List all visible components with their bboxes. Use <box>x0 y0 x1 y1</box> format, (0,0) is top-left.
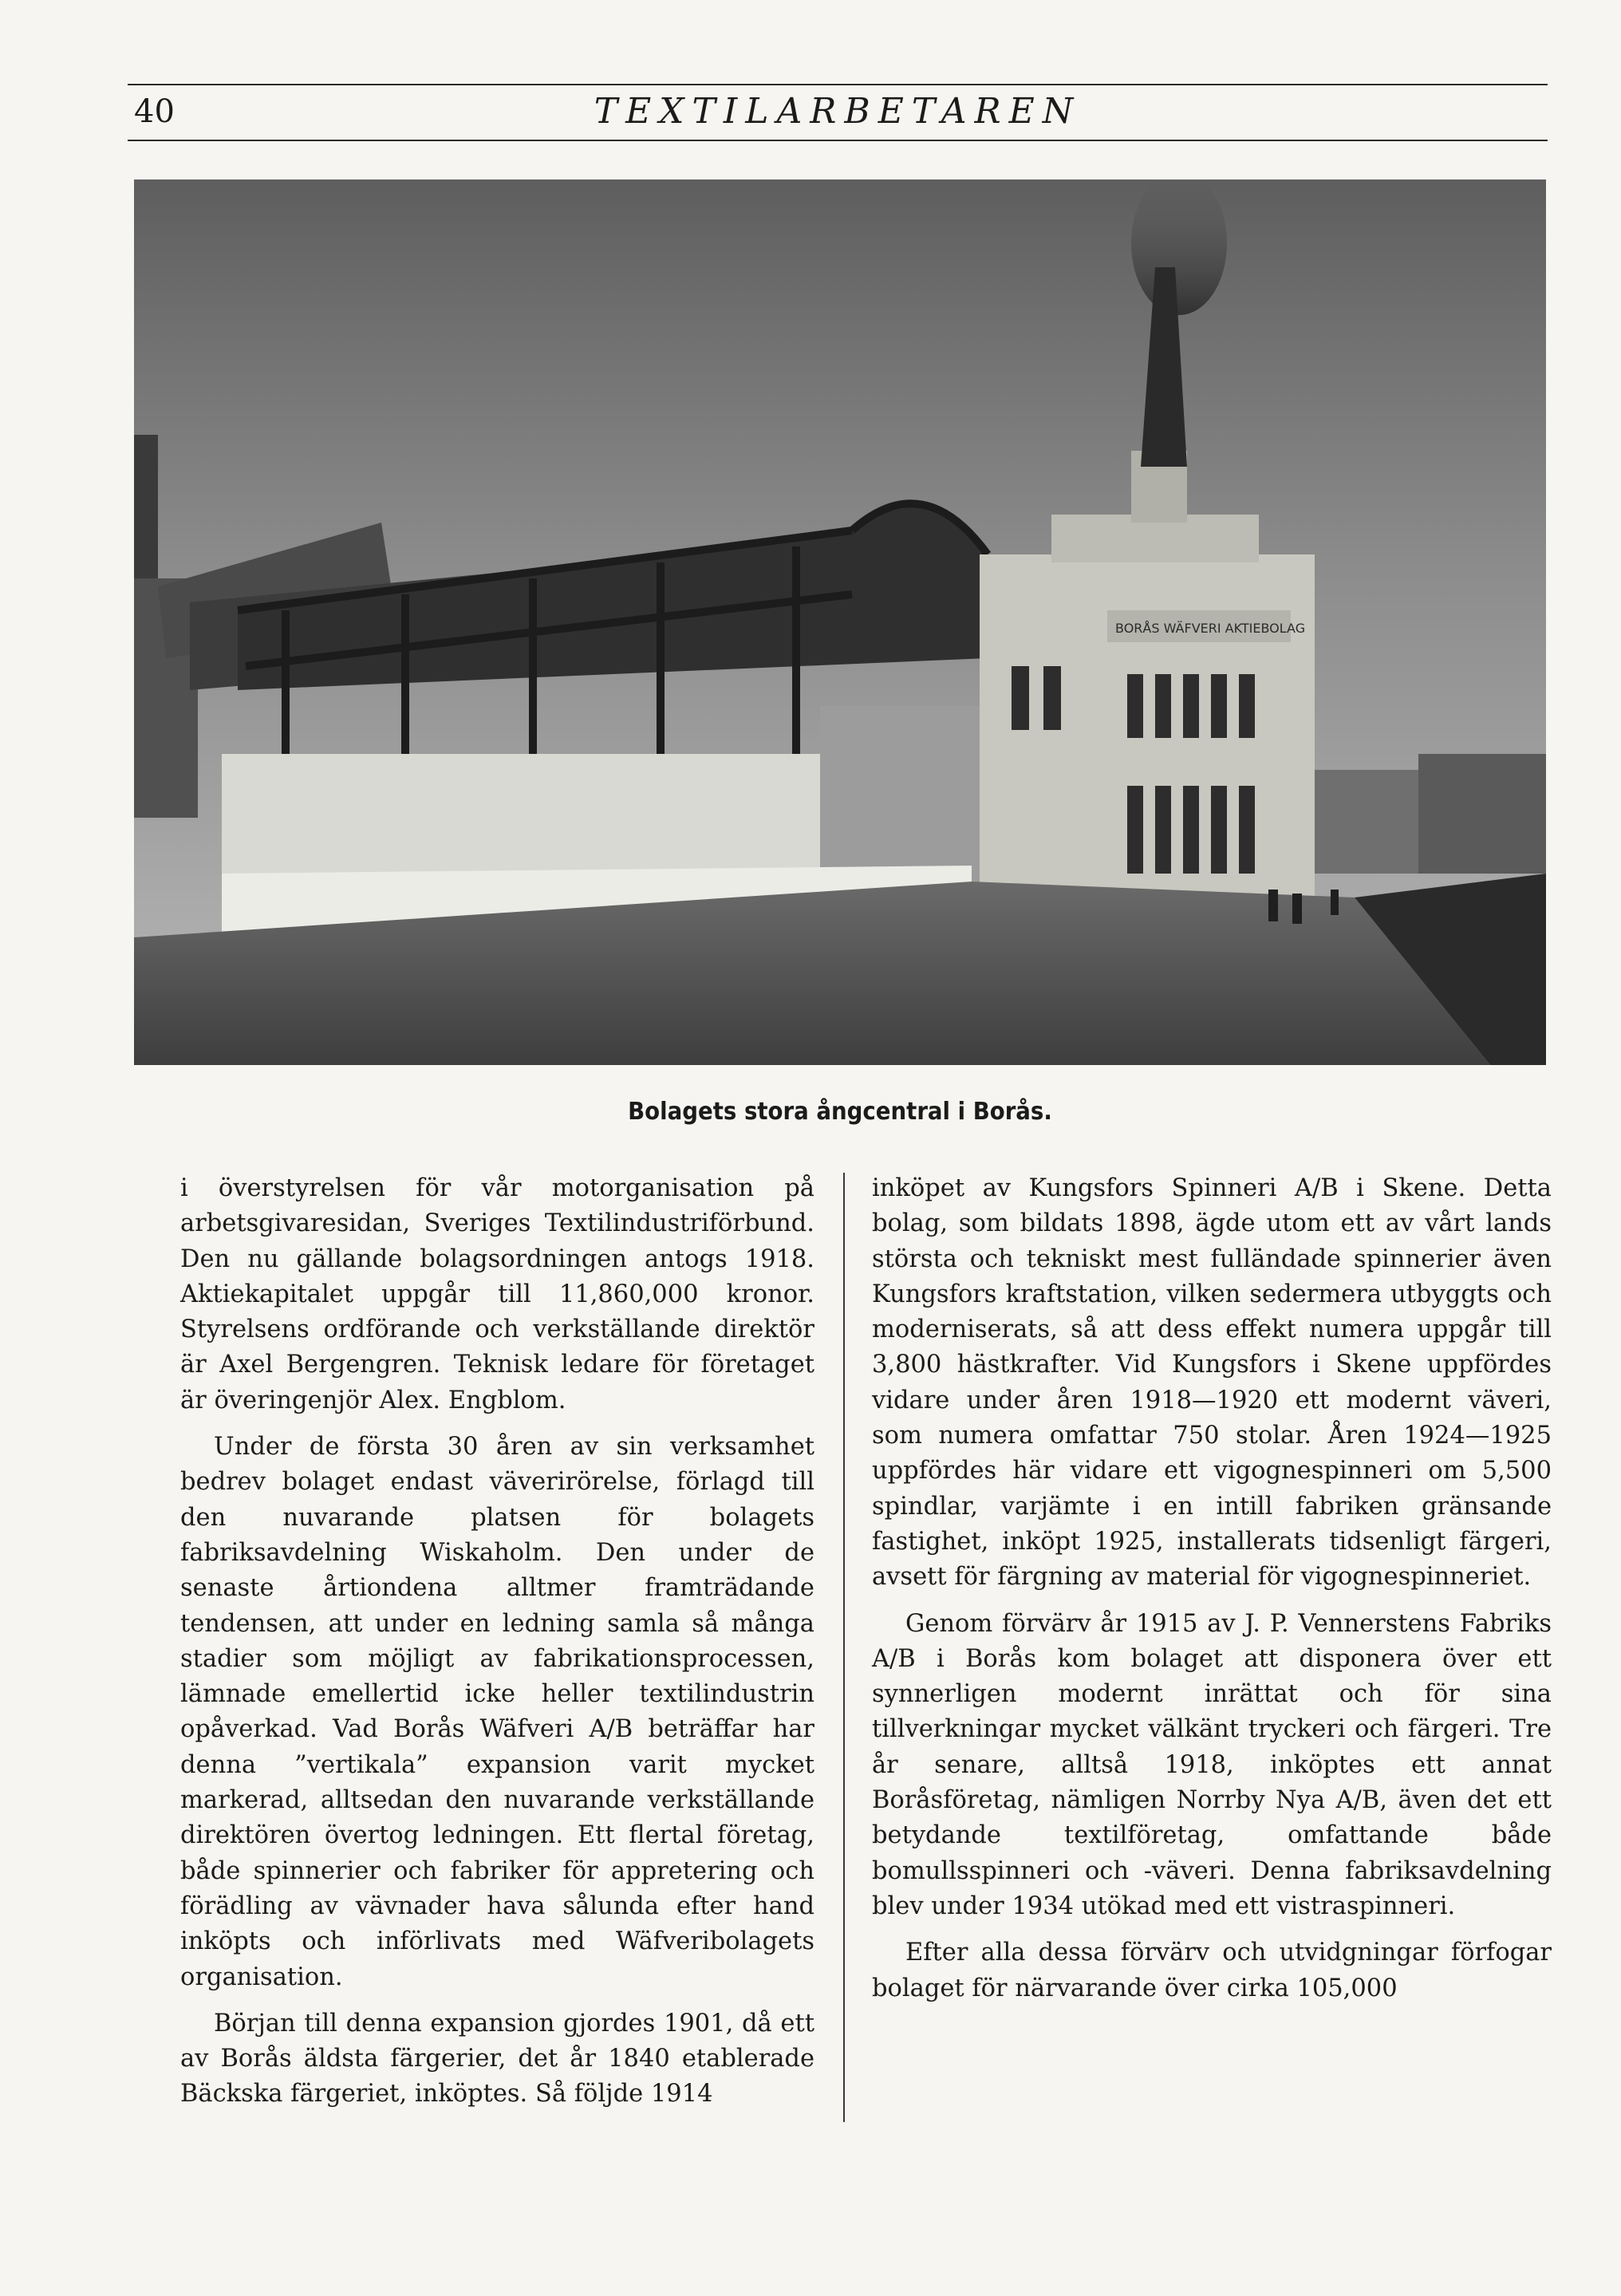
paragraph: i överstyrelsen för vår motorganisation på arbetsgivaresidan, Sveriges Textilindustriförbund. Den nu gällande bolagsordningen antogs 1918. Aktiekapitalet uppgår till 11,860,000 kronor. Styrelsens ordförande och verkställande direktör är Axel Bergengren. Teknisk ledare för företaget är överingenjör Alex. Engblom. <box>180 1174 814 1414</box>
paragraph: Genom förvärv år 1915 av J. P. Vennerstens Fabriks A/B i Borås kom bolaget att disponera över ett synnerligen modernt inrättat och för sina tillverkningar mycket välkänt tryckeri och färgeri. Tre år senare, alltså 1918, inköptes ett annat Boråsföretag, nämligen Norrby Nya A/B, även det ett betydande textilföretag, omfattande både bomullsspinneri och -väveri. Denna fabriksavdelning blev under 1934 utökad med ett vistraspinneri. <box>872 1609 1552 1920</box>
header-rule-bottom <box>128 140 1548 141</box>
column-divider <box>843 1173 845 2122</box>
paragraph: Efter alla dessa förvärv och utvidgningar förfogar bolaget för närvarande över cirka 105,000 <box>872 1939 1552 2002</box>
paragraph: inköpet av Kungsfors Spinneri A/B i Skene. Detta bolag, som bildats 1898, ägde utom ett av vårt lands största och tekniskt mest fulländade spinnerier även Kungsfors kraftstation, vilken sedermera utbyggts och moderniserats, så att dess effekt numera uppgår till 3,800 hästkrafter. Vid Kungsfors i Skene uppfördes vidare under åren 1918—1920 ett modernt väveri, som numera omfattar 750 stolar. Åren 1924—1925 uppfördes här vidare ett vigognespinneri om 5,500 spindlar, varjämte i en intill fabriken gränsande fastighet, inköpt 1925, installerats tidsenligt färgeri, avsett för färgning av material för vigognespinneriet. <box>872 1174 1552 1592</box>
left-column <box>180 1171 814 2113</box>
photograph-power-station <box>134 179 1546 1065</box>
running-title: TEXTILARBETAREN <box>594 91 1082 132</box>
paragraph: Början till denna expansion gjordes 1901, då ett av Borås äldsta färgerier, det år 1840 etablerade Bäckska färgeriet, inköptes. Så följde 1914 <box>180 2009 814 2109</box>
paragraph: Under de första 30 åren av sin verksamhet bedrev bolaget endast väverirörelse, förlagd till den nuvarande platsen för bolagets fabriksavdelning Wiskaholm. Den under de senaste årtiondena alltmer framträdande tendensen, att under en ledning samla så många stadier som möjligt av fabrikationsprocessen, lämnade emellertid icke heller textilindustrin opåverkad. Vad Borås Wäfveri A/B beträffar har denna ”vertikala” expansion varit mycket markerad, alltsedan den nuvarande verkställande direktören övertog ledningen. Ett flertal företag, både spinnerier och fabriker för appretering och förädling av vävnader hava sålunda efter hand inköpts och införlivats med Wäfveribolagets organisation. <box>180 1433 814 1991</box>
right-column <box>872 1171 1552 2006</box>
header-rule-top <box>128 84 1548 85</box>
photo-building-sign: BORÅS WÄFVERI AKTIEBOLAG <box>1115 621 1306 636</box>
page-number: 40 <box>134 93 175 130</box>
photo-caption: Bolagets stora ångcentral i Borås. <box>628 1098 1052 1126</box>
